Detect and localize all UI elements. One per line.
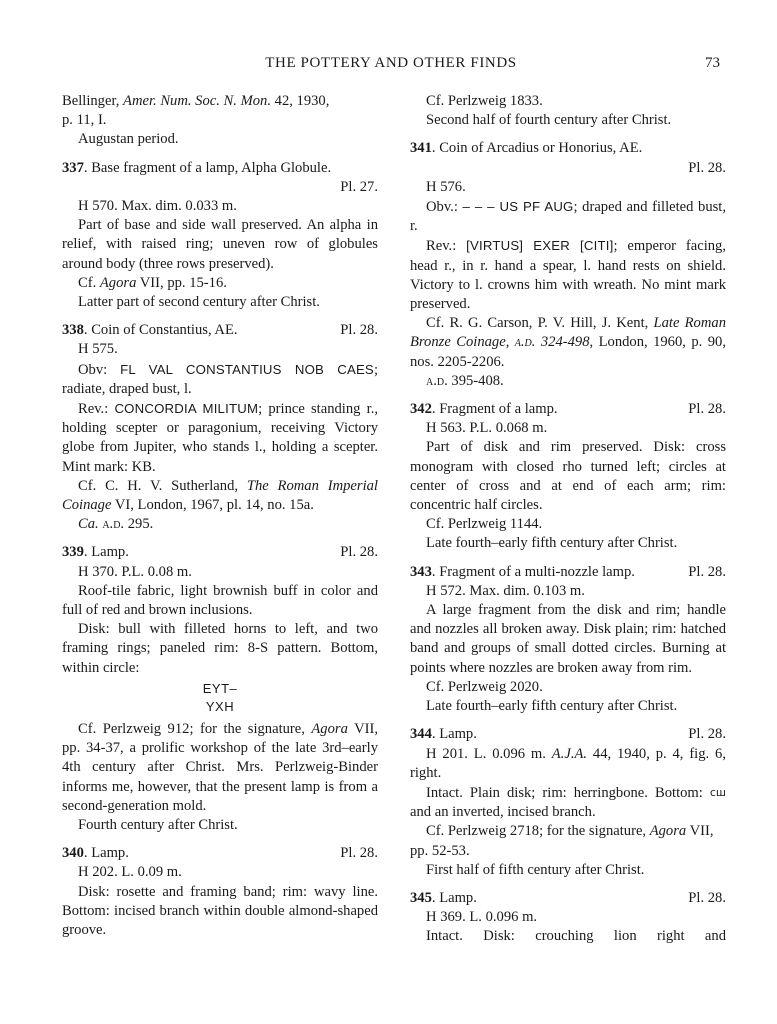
inventory-line: H 202. L. 0.09 m. <box>78 864 182 881</box>
plate-reference: Pl. 28. <box>688 563 726 580</box>
entry-continuation <box>410 92 726 130</box>
comparanda: Cf. C. H. V. Sutherland, The Roman Imperial Coinage VI, London, 1967, pl. 14, no. 15a. <box>62 477 378 514</box>
signature-line-2: YXH <box>205 698 235 714</box>
inventory-line: H 572. Max. dim. 0.103 m. <box>426 582 585 599</box>
catalog-entry-342 <box>410 400 726 554</box>
entry-number: 337 <box>62 159 84 176</box>
entry-heading <box>62 844 378 863</box>
entry-number: 342 <box>410 401 432 418</box>
entry-title: . Lamp. <box>431 889 477 906</box>
inventory-line: H 570. Max. dim. 0.033 m. <box>78 198 237 215</box>
entry-heading <box>410 563 726 582</box>
catalog-entry-337 <box>62 159 378 313</box>
comparanda: Cf. R. G. Carson, P. V. Hill, J. Kent, Late Roman Bronze Coinage, a.d. 324-498, London, 1960, p. 90, nos. 2205-2206. <box>410 315 726 370</box>
date-line: Late fourth–early fifth century after Christ. <box>426 535 678 552</box>
description: A large fragment from the disk and rim; handle and nozzles all broken away. Disk plain; rim: hatched band and groups of small dotted circles. Burning at points where nozzles are broken away from rim. <box>410 602 726 676</box>
comparanda: Cf. Perlzweig 2020. <box>426 678 543 695</box>
entry-title: . Lamp. <box>431 726 477 743</box>
plate-reference: Pl. 28. <box>688 889 726 906</box>
entry-number: 344 <box>410 726 432 743</box>
entry-title: . Coin of Arcadius or Honorius, AE. <box>431 140 643 157</box>
inventory-line: H 563. P.L. 0.068 m. <box>426 420 548 437</box>
plate-reference: Pl. 28. <box>688 726 726 743</box>
description: Intact. Disk: crouching lion right and <box>426 928 726 945</box>
running-header <box>62 54 720 76</box>
lamp-signature <box>62 680 378 716</box>
catalog-entry-345 <box>410 889 726 947</box>
inventory-line: H 576. <box>426 178 466 195</box>
plate-reference: Pl. 28. <box>340 544 378 561</box>
catalog-entry-339 <box>62 543 378 835</box>
entry-heading <box>62 543 378 562</box>
date-line: Ca. a.d. 295. <box>78 516 154 533</box>
entry-number: 339 <box>62 544 84 561</box>
catalog-entry-340 <box>62 844 378 940</box>
entry-heading <box>410 889 726 908</box>
entry-number: 340 <box>62 845 84 862</box>
entry-number: 343 <box>410 563 432 580</box>
obverse-description: Obv.: – – – US PF AUG; draped and filleted bust, r. <box>410 199 726 235</box>
catalog-entry-343 <box>410 563 726 717</box>
plate-reference: Pl. 28. <box>340 845 378 862</box>
signature-line-1: EYT– <box>202 680 238 696</box>
comparanda: Cf. Perlzweig 1833. <box>426 93 543 109</box>
continuation-date: Augustan period. <box>78 131 179 148</box>
catalog-entry-338 <box>62 321 378 534</box>
entry-number: 341 <box>410 140 432 157</box>
left-column <box>62 92 378 940</box>
date-line: Fourth century after Christ. <box>78 816 238 833</box>
description: Intact. Plain disk; rim: herringbone. Bottom: ϲш and an inverted, incised branch. <box>410 784 726 821</box>
entry-title: . Coin of Constantius, AE. <box>83 322 238 339</box>
entry-number: 338 <box>62 322 84 339</box>
comparanda: Cf. Perlzweig 912; for the signature, Agora VII, pp. 34-37, a prolific workshop of the late 3rd–early 4th century after Christ. Mrs. Perlzweig-Binder informs me, however, that the present lamp is from a second-generation mold. <box>62 720 378 814</box>
reverse-description: Rev.: [VIRTUS] EXER [CITI]; emperor facing, head r., in r. hand a spear, l. hand rests on shield. Victory to l. crowns him with wreath. No mint mark preserved. <box>410 238 726 313</box>
fabric-description: Roof-tile fabric, light brownish buff in color and full of red and brown inclusions. <box>62 582 378 619</box>
inventory-line: H 575. <box>78 341 118 358</box>
entry-heading <box>410 139 726 158</box>
entry-heading <box>62 321 378 340</box>
plate-reference: Pl. 27. <box>340 178 378 195</box>
description: Disk: rosette and framing band; rim: wavy line. Bottom: incised branch within double almond-shaped groove. <box>62 883 378 938</box>
running-title: THE POTTERY AND OTHER FINDS <box>265 55 517 71</box>
entry-title: . Fragment of a lamp. <box>431 401 558 418</box>
entry-title: . Base fragment of a lamp, Alpha Globule. <box>83 159 332 176</box>
description: Part of base and side wall preserved. An alpha in relief, with raised ring; uneven row of globules around body (three rows preserved). <box>62 217 378 272</box>
continuation-reference: Bellinger, Amer. Num. Soc. N. Mon. 42, 1930, p. 11, I. <box>62 93 330 129</box>
entry-continuation <box>62 92 378 150</box>
date-line: Latter part of second century after Christ. <box>78 294 320 311</box>
inventory-line: H 369. L. 0.096 m. <box>426 909 538 926</box>
right-column <box>410 92 726 947</box>
reverse-description: Rev.: CONCORDIA MILITUM; prince standing r., holding scepter or paragonium, receiving Victory globe from Jupiter, who stands l., holding a scepter. Mint mark: KB. <box>62 401 378 475</box>
plate-reference: Pl. 28. <box>688 159 726 176</box>
date-line: a.d. 395-408. <box>426 372 504 389</box>
date-line: First half of fifth century after Christ. <box>426 861 645 878</box>
entry-title: . Fragment of a multi-nozzle lamp. <box>431 563 635 580</box>
inventory-line: H 201. L. 0.096 m. A.J.A. 44, 1940, p. 4, fig. 6, right. <box>410 745 726 781</box>
inventory-line: H 370. P.L. 0.08 m. <box>78 563 192 580</box>
comparanda: Cf. Perlzweig 2718; for the signature, Agora VII, pp. 52-53. <box>410 823 714 859</box>
entry-heading <box>410 725 726 744</box>
entry-number: 345 <box>410 889 432 906</box>
date-line: Late fourth–early fifth century after Christ. <box>426 698 678 715</box>
disk-description: Disk: bull with filleted horns to left, and two framing rings; paneled rim: 8-S pattern. Bottom, within circle: <box>62 621 378 676</box>
entry-heading <box>410 400 726 419</box>
comparanda: Cf. Agora VII, pp. 15-16. <box>78 274 227 291</box>
catalog-entry-344 <box>410 725 726 880</box>
date-line: Second half of fourth century after Christ. <box>426 112 672 129</box>
plate-reference: Pl. 28. <box>688 401 726 418</box>
comparanda: Cf. Perlzweig 1144. <box>426 516 543 533</box>
stamp-mark: ϲш <box>709 785 726 799</box>
page-number: 73 <box>705 55 720 71</box>
obverse-description: Obv: FL VAL CONSTANTIUS NOB CAES; radiate, draped bust, l. <box>62 361 378 397</box>
entry-title: . Lamp. <box>83 845 129 862</box>
plate-reference: Pl. 28. <box>340 322 378 339</box>
description: Part of disk and rim preserved. Disk: cross monogram with closed rho turned left; circles at center of cross and at end of each arm; rim: concentric half circles. <box>410 439 726 514</box>
catalog-entry-341 <box>410 139 726 391</box>
entry-heading <box>62 159 378 178</box>
entry-title: . Lamp. <box>83 544 129 561</box>
